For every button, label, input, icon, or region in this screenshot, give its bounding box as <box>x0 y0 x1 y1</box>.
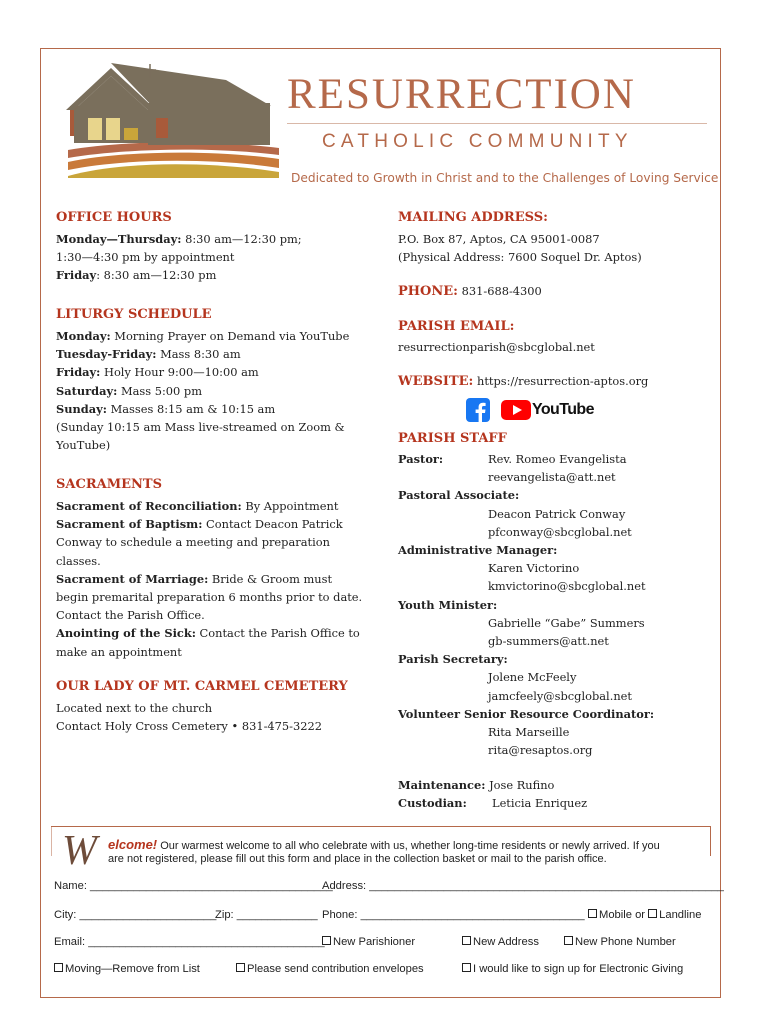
website-heading: WEBSITE: <box>398 374 474 389</box>
office-hours-friday-label: Friday <box>56 268 97 283</box>
new-address-label: New Address <box>473 936 539 948</box>
liturgy-day: Tuesday-Friday: <box>56 347 157 362</box>
sacraments-text <box>56 497 362 661</box>
new-address-option <box>462 936 539 948</box>
staff-email[interactable]: pfconway@sbcglobal.net <box>488 524 632 539</box>
staff-email[interactable]: gb-summers@att.net <box>488 634 609 649</box>
new-phone-label: New Phone Number <box>575 936 676 948</box>
logo-subtitle: CATHOLIC COMMUNITY <box>322 131 633 152</box>
sacrament-text: Contact Deacon Patrick <box>202 517 343 532</box>
new-phone-checkbox[interactable] <box>564 936 573 945</box>
mobile-label: Mobile or <box>599 909 649 921</box>
liturgy-time: Mass 8:30 am <box>156 347 241 362</box>
welcome-line-2: are not registered, please fill out this form and place in the collection basket or mail to the parish office. <box>108 853 607 865</box>
liturgy-time: Mass 5:00 pm <box>117 383 203 398</box>
staff-role: Pastoral Associate: <box>398 488 520 503</box>
custodian-name: Leticia Enriquez <box>492 796 588 810</box>
office-hours-appointment: 1:30—4:30 pm by appointment <box>56 250 235 265</box>
phone-field[interactable]: Phone: ____________________________________ <box>322 909 585 921</box>
office-hours-friday-value: : 8:30 am—12:30 pm <box>96 268 217 283</box>
facebook-icon[interactable] <box>465 398 491 422</box>
new-address-checkbox[interactable] <box>462 936 471 945</box>
email-heading: PARISH EMAIL: <box>398 319 515 334</box>
staff-name: Jolene McFeely <box>488 670 577 685</box>
sacrament-text: Contact the Parish Office to <box>195 626 360 641</box>
youtube-wordmark[interactable]: YouTube <box>532 401 594 418</box>
staff-role: Youth Minister: <box>398 597 498 612</box>
cemetery-location: Located next to the church <box>56 701 213 715</box>
sacrament-text: By Appointment <box>241 499 339 513</box>
staff-role: Parish Secretary: <box>398 652 508 667</box>
sacrament-label: Sacrament of Baptism: <box>56 517 203 532</box>
new-parishioner-option <box>322 936 415 948</box>
liturgy-day: Sunday: <box>56 401 107 416</box>
website-link[interactable]: https://resurrection-aptos.org <box>476 374 649 388</box>
website-line <box>398 372 648 391</box>
electronic-giving-label: I would like to sign up for Electronic Giving <box>473 963 684 975</box>
phone-line <box>398 282 542 301</box>
sacrament-text: Contact the Parish Office. <box>56 608 205 623</box>
office-hours-days-value: 8:30 am—12:30 pm; <box>181 232 302 246</box>
phone-number: 831-688-4300 <box>461 284 542 298</box>
logo-divider <box>287 123 707 124</box>
youtube-icon[interactable] <box>501 400 531 420</box>
staff-role: Volunteer Senior Resource Coordinator: <box>398 706 655 721</box>
liturgy-heading: LITURGY SCHEDULE <box>56 307 212 322</box>
liturgy-note: (Sunday 10:15 am Mass live-streamed on Zoom & <box>56 420 345 435</box>
liturgy-day: Monday: <box>56 329 111 343</box>
staff-name: Rev. Romeo Evangelista <box>488 452 627 466</box>
staff-email[interactable]: rita@resaptos.org <box>488 743 593 758</box>
sacrament-label: Anointing of the Sick: <box>56 626 196 641</box>
landline-checkbox[interactable] <box>648 909 657 918</box>
maintenance-row <box>398 776 554 794</box>
city-field[interactable]: City: ______________________ <box>54 909 217 921</box>
mailing-address <box>398 230 642 266</box>
cemetery-text <box>56 699 322 735</box>
moving-option <box>54 963 200 975</box>
liturgy-day: Friday: <box>56 365 101 380</box>
staff-email[interactable]: kmvictorino@sbcglobal.net <box>488 579 646 594</box>
staff-name: Rita Marseille <box>488 725 570 740</box>
sacrament-label: Sacrament of Marriage: <box>56 571 209 586</box>
moving-checkbox[interactable] <box>54 963 63 972</box>
envelopes-label: Please send contribution envelopes <box>247 963 424 975</box>
sacrament-text: Conway to schedule a meeting and preparation <box>56 535 330 550</box>
liturgy-time: Morning Prayer on Demand via YouTube <box>110 329 350 343</box>
maintenance-name: Jose Rufino <box>489 778 555 792</box>
staff-role: Pastor: <box>398 452 444 466</box>
new-phone-option <box>564 936 676 948</box>
tagline: Dedicated to Growth in Christ and to the Challenges of Loving Service <box>291 171 719 185</box>
mailing-heading: MAILING ADDRESS: <box>398 210 548 225</box>
welcome-word: elcome! <box>108 837 158 852</box>
sacrament-label: Sacrament of Reconciliation: <box>56 499 242 513</box>
office-hours-text <box>56 230 302 285</box>
maintenance-role: Maintenance: <box>398 778 486 792</box>
phone-type-options <box>588 909 701 921</box>
staff-list <box>398 450 654 759</box>
office-hours-days-label: Monday—Thursday: <box>56 232 182 246</box>
electronic-giving-option <box>462 963 683 975</box>
liturgy-schedule <box>56 327 349 454</box>
welcome-line-1 <box>108 837 660 852</box>
cemetery-heading: OUR LADY OF MT. CARMEL CEMETERY <box>56 679 348 694</box>
office-hours-heading: OFFICE HOURS <box>56 210 172 225</box>
parish-email[interactable]: resurrectionparish@sbcglobal.net <box>398 340 595 354</box>
mobile-checkbox[interactable] <box>588 909 597 918</box>
zip-field[interactable]: Zip: _____________ <box>215 909 318 921</box>
sacrament-text: Bride & Groom must <box>208 571 333 586</box>
staff-role: Administrative Manager: <box>398 543 558 557</box>
moving-label: Moving—Remove from List <box>65 963 200 975</box>
cemetery-contact: Contact Holy Cross Cemetery • 831-475-3222 <box>56 719 323 734</box>
name-field[interactable]: Name: _______________________________________ <box>54 880 333 892</box>
address-field[interactable]: Address: _________________________________________________________ <box>322 880 724 892</box>
envelopes-checkbox[interactable] <box>236 963 245 972</box>
staff-heading: PARISH STAFF <box>398 431 507 446</box>
staff-email[interactable]: reevangelista@att.net <box>488 470 616 485</box>
landline-label: Landline <box>659 909 702 921</box>
staff-name: Deacon Patrick Conway <box>488 506 626 521</box>
logo-title: RESURRECTION <box>287 71 636 118</box>
email-field[interactable]: Email: ______________________________________ <box>54 936 325 948</box>
sacrament-text: classes. <box>56 553 101 568</box>
liturgy-time: Holy Hour 9:00—10:00 am <box>100 365 259 380</box>
welcome-drop-cap: W <box>62 828 97 874</box>
phone-heading: PHONE: <box>398 284 458 299</box>
custodian-role: Custodian: <box>398 796 467 810</box>
new-parishioner-checkbox[interactable] <box>322 936 331 945</box>
liturgy-time: Masses 8:15 am & 10:15 am <box>106 401 276 416</box>
staff-email[interactable]: jamcfeely@sbcglobal.net <box>488 688 632 703</box>
physical-address: (Physical Address: 7600 Soquel Dr. Aptos) <box>398 250 642 265</box>
sacrament-text: make an appointment <box>56 644 182 659</box>
staff-name: Karen Victorino <box>488 561 580 576</box>
welcome-text: Our warmest welcome to all who celebrate with us, whether long-time residents or newly arrived. If you <box>157 840 660 852</box>
envelopes-option <box>236 963 424 975</box>
liturgy-day: Saturday: <box>56 383 118 398</box>
new-parishioner-label: New Parishioner <box>333 936 416 948</box>
mailing-line: P.O. Box 87, Aptos, CA 95001-0087 <box>398 232 600 246</box>
electronic-giving-checkbox[interactable] <box>462 963 471 972</box>
custodian-row <box>398 794 588 812</box>
sacraments-heading: SACRAMENTS <box>56 477 162 492</box>
staff-name: Gabrielle “Gabe” Summers <box>488 615 645 630</box>
liturgy-note: YouTube) <box>56 438 111 453</box>
sacrament-text: begin premarital preparation 6 months prior to date. <box>56 590 363 605</box>
church-logo-icon <box>66 58 281 178</box>
